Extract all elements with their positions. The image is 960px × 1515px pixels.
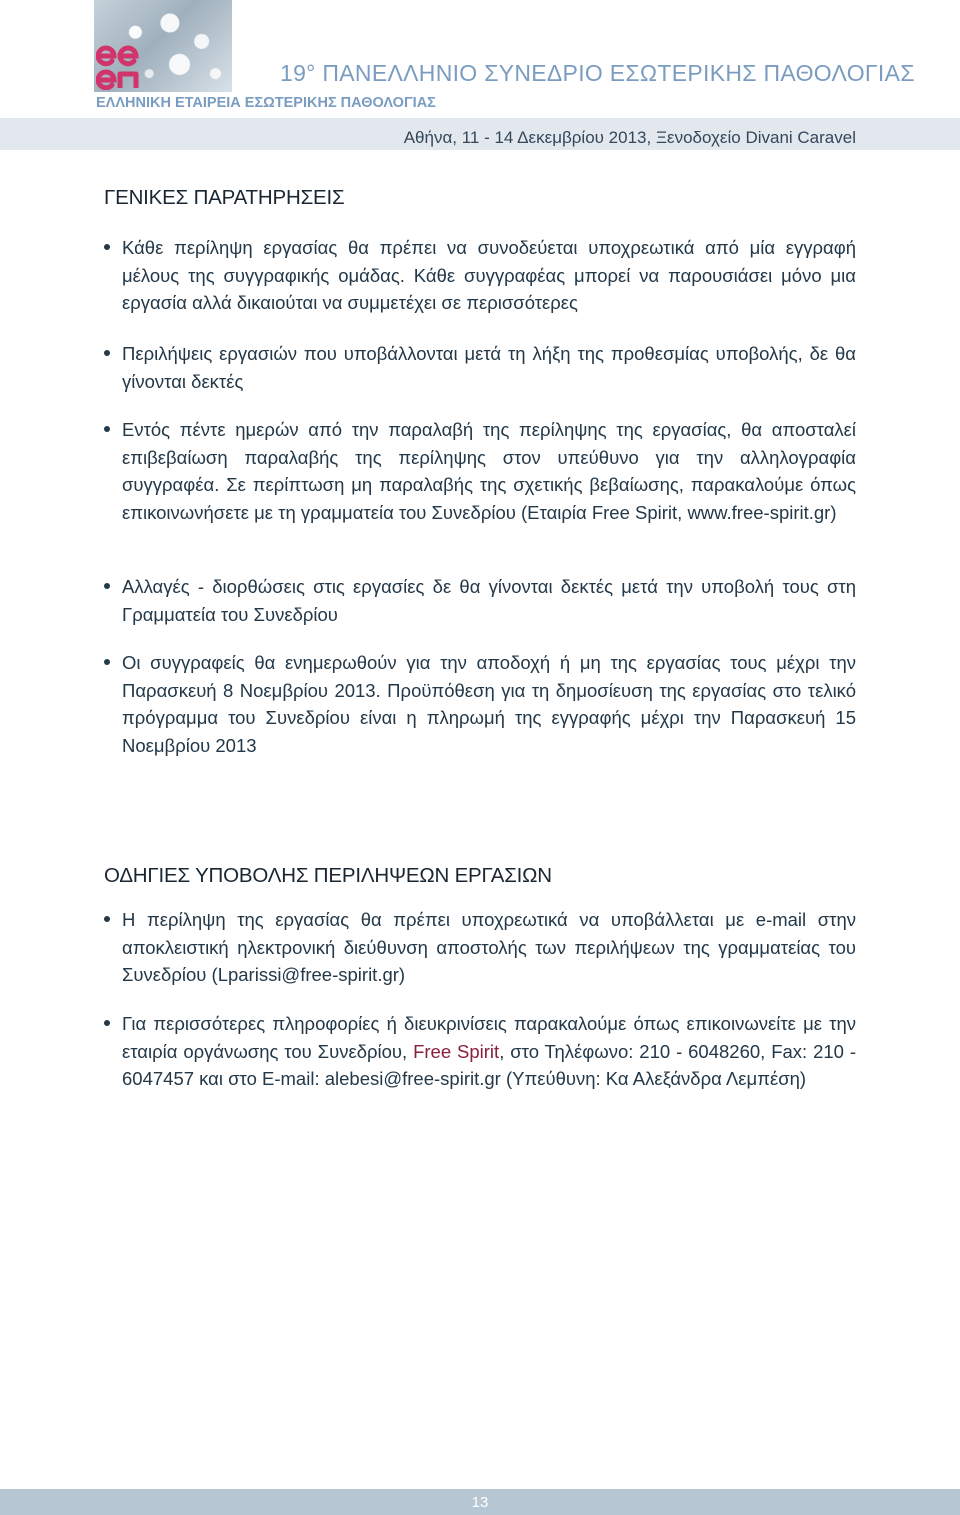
list-item [104,416,856,526]
conference-date-venue: Αθήνα, 11 - 14 Δεκεμβρίου 2013, Ξενοδοχείο Divani Caravel [403,128,856,147]
list-item [104,573,856,628]
page-number: 13 [471,1494,489,1511]
list-item [104,234,856,317]
conference-title: 19° ΠΑΝΕΛΛΗΝΙΟ ΣΥΝΕΔΡΙΟ ΕΣΩΤΕΡΙΚΗΣ ΠΑΘΟΛΟΓΙΑΣ [280,60,915,86]
list-item [104,906,856,989]
submission-instructions-heading: ΟΔΗΓΙΕΣ ΥΠΟΒΟΛΗΣ ΠΕΡΙΛΗΨΕΩΝ ΕΡΓΑΣΙΩΝ [104,864,552,887]
bullet-icon [104,426,110,432]
list-item-text: Οι συγγραφείς θα ενημερωθούν για την αποδοχή ή μη της εργασίας τους μέχρι την Παρασκευή 8 Νοεμβρίου 2013. Προϋπόθεση για τη δημοσίευση της εργασίας στο τελικό πρόγραμμα του Συνεδρίου είναι η πληρωμή της εγγραφής μέχρι την Παρασκευή 15 Νοεμβρίου 2013 [122,652,856,756]
list-item-text: Κάθε περίληψη εργασίας θα πρέπει να συνοδεύεται υποχρεωτικά από μία εγγραφή μέλους της συγγραφικής ομάδας. Κάθε συγγραφέας μπορεί να παρουσιάσει μόνο μια εργασία αλλά δικαιούται να συμμετέχει σε περισσότερες [122,237,856,314]
bullet-icon [104,659,110,665]
list-item [104,340,856,395]
list-item-text: Η περίληψη της εργασίας θα πρέπει υποχρεωτικά να υποβάλλεται με e-mail στην αποκλειστική ηλεκτρονική διεύθυνση αποστολής των περιλήψεων της γραμματείας του Συνεδρίου (Lparissi@free-spirit.gr) [122,909,856,986]
list-item-text: Περιλήψεις εργασιών που υποβάλλονται μετά τη λήξη της προθεσμίας υποβολής, δε θα γίνονται δεκτές [122,343,856,392]
general-notes-heading: ΓΕΝΙΚΕΣ ΠΑΡΑΤΗΡΗΣΕΙΣ [104,186,345,209]
logo-mark-icon [96,40,144,90]
list-item-text: Αλλαγές - διορθώσεις στις εργασίες δε θα γίνονται δεκτές μετά την υποβολή τους στη Γραμματεία του Συνεδρίου [122,576,856,625]
list-item-text-before: Για περισσότερες πληροφορίες ή διευκρινίσεις παρακαλούμε όπως επικοινωνείτε με την εταιρία οργάνωσης του Συνεδρίου, [122,1013,856,1062]
bullet-icon [104,916,110,922]
list-item-text-after: , στο Τηλέφωνο: 210 - 6048260, Fax: 210 - 6047457 και στο E-mail: alebesi@free-spirit.gr (Υπεύθυνη: Κα Αλεξάνδρα Λεμπέση) [122,1040,856,1090]
list-item-text: Εντός πέντε ημερών από την παραλαβή της περίληψης της εργασίας, θα αποσταλεί επιβεβαίωση παραλαβής της περίληψης στον υπεύθυνο για την αλληλογραφία συγγραφέα. Σε περίπτωση μη παραλαβής της σχετικής βεβαίωσης, παρακαλούμε όπως επικοινωνήσετε με τη γραμματεία του Συνεδρίου (Εταιρία Free Spirit, www.free-spirit.gr) [122,419,856,523]
society-name: ΕΛΛΗΝΙΚΗ ΕΤΑΙΡΕΙΑ ΕΣΩΤΕΡΙΚΗΣ ΠΑΘΟΛΟΓΙΑΣ [96,95,436,111]
free-spirit-link[interactable]: Free Spirit [413,1040,500,1062]
list-item [104,649,856,759]
bullet-icon [104,1020,110,1026]
bullet-icon [104,350,110,356]
bullet-icon [104,583,110,589]
list-item [104,1010,856,1093]
bullet-icon [104,244,110,250]
